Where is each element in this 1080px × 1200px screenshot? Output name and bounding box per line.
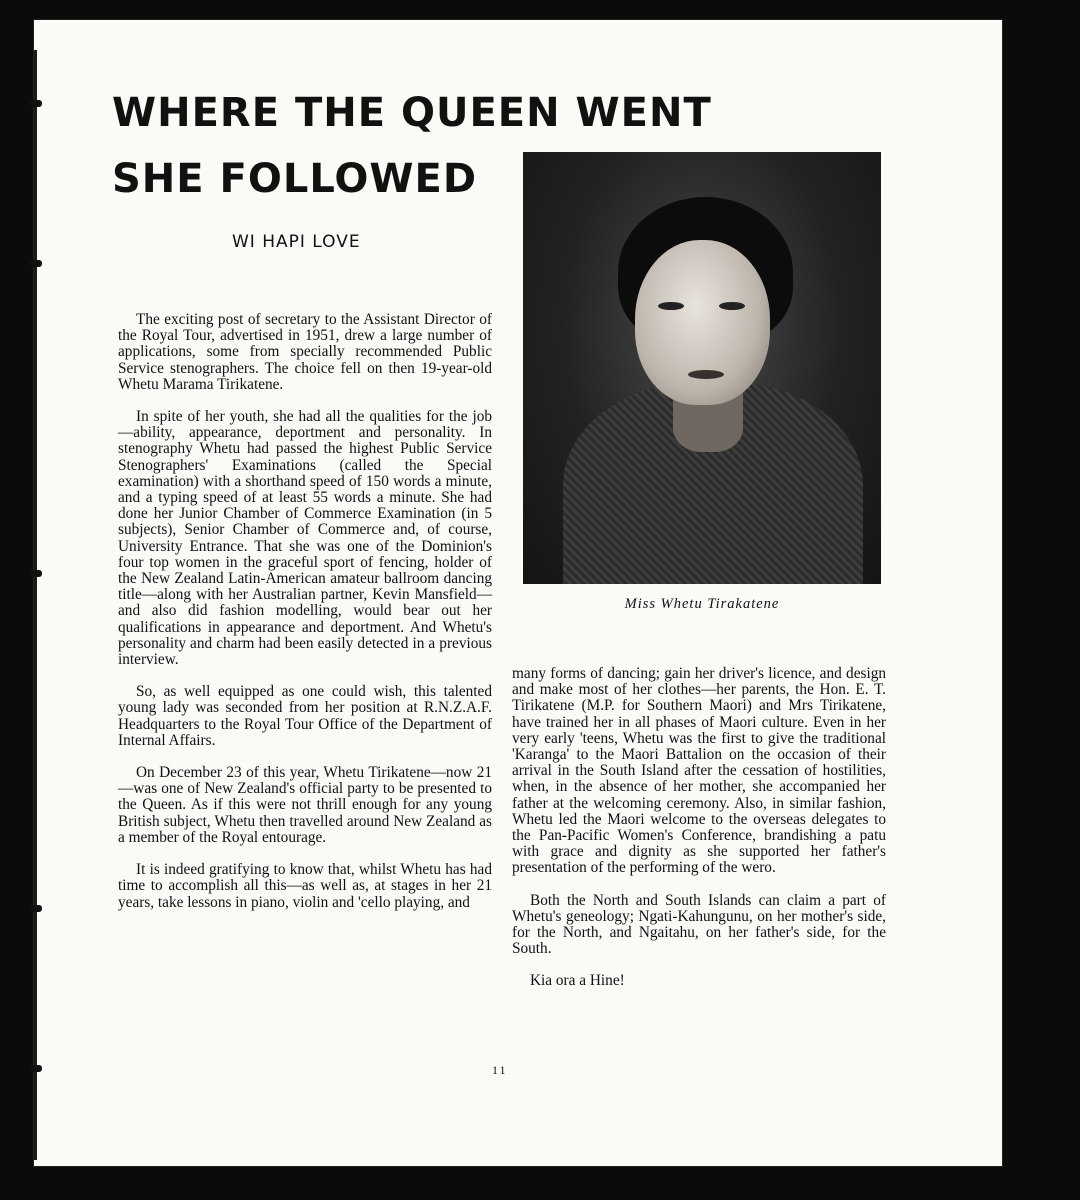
binding-clip: [30, 905, 42, 912]
author-byline: WI HAPI LOVE: [232, 232, 361, 252]
photo-figure-face: [635, 240, 770, 405]
paragraph: So, as well equipped as one could wish, this talented young lady was seconded from her position at R.N.Z.A.F. Headquarters to the Royal Tour Office of the Department of Internal Affairs.: [118, 683, 492, 749]
paragraph: On December 23 of this year, Whetu Tirikatene—now 21—was one of New Zealand's official party to be presented to the Queen. As if this were not thrill enough for any young British subject, Whetu then travelled around New Zealand as a member of the Royal entourage.: [118, 764, 492, 846]
paragraph: It is indeed gratifying to know that, whilst Whetu has had time to accomplish all this—as well as, at stages in her 21 years, take lessons in piano, violin and 'cello playing, and: [118, 861, 492, 911]
binding-clip: [30, 570, 42, 577]
photo-figure-mouth: [688, 370, 724, 379]
article-title-line-2: SHE FOLLOWED: [112, 156, 478, 202]
binding-clip: [30, 260, 42, 267]
portrait-photo: [523, 152, 881, 584]
photo-caption: Miss Whetu Tirakatene: [624, 596, 780, 612]
binding-edge: [34, 50, 37, 1160]
magazine-page: [34, 20, 1002, 1166]
paragraph: many forms of dancing; gain her driver's licence, and design and make most of her clothes—her parents, the Hon. E. T. Tirikatene (M.P. for Southern Maori) and Mrs Tirikatene, have trained her in all phases of Maori culture. Even in her very early 'teens, Whetu was the first to give the traditional 'Karanga' to the Maori Battalion on the occasion of their arrival in the South Island after the cessation of hostilities, when, in the absence of her mother, she accompanied her father at the welcoming ceremony. Also, in similar fashion, Whetu led the Maori welcome to the overseas delegates to the Pan-Pacific Women's Conference, brandishing a patu with grace and dignity as she supported her father's presentation of the performing of the wero.: [512, 665, 886, 877]
photo-figure-eye: [658, 302, 684, 310]
paragraph: Kia ora a Hine!: [530, 972, 625, 990]
binding-clip: [30, 1065, 42, 1072]
photo-figure-eye: [719, 302, 745, 310]
paragraph: Both the North and South Islands can claim a part of Whetu's geneology; Ngati-Kahungunu, on her mother's side, for the North, and Ngaitahu, on her father's side, for the South.: [512, 891, 886, 958]
paragraph: In spite of her youth, she had all the qualities for the job—ability, appearance, deportment and personality. In stenography Whetu had passed the highest Public Service Stenographers' Examinations (called the Special examination) with a shorthand speed of 150 words a minute, and a typing speed of at least 55 words a minute. She had done her Junior Chamber of Commerce Examination (in 5 subjects), Senior Chamber of Commerce and, of course, University Entrance. That she was one of the Dominion's four top women in the graceful sport of fencing, holder of the New Zealand Latin-American amateur ballroom dancing title—along with her Australian partner, Kevin Mansfield—and also did fashion modelling, would bear out her qualifications in appearance and deportment. And Whetu's personality and charm had been easily detected in a previous interview.: [118, 408, 492, 669]
page-number: 11: [492, 1063, 508, 1077]
article-title-line-1: WHERE THE QUEEN WENT: [112, 90, 712, 136]
text-column-left: [118, 312, 492, 927]
binding-clip: [30, 100, 42, 107]
paragraph: The exciting post of secretary to the Assistant Director of the Royal Tour, advertised in 1951, drew a large number of applications, some from specially recommended Public Service stenographers. The choice fell on then 19-year-old Whetu Marama Tirikatene.: [118, 311, 492, 393]
text-column-right: [512, 666, 886, 1006]
